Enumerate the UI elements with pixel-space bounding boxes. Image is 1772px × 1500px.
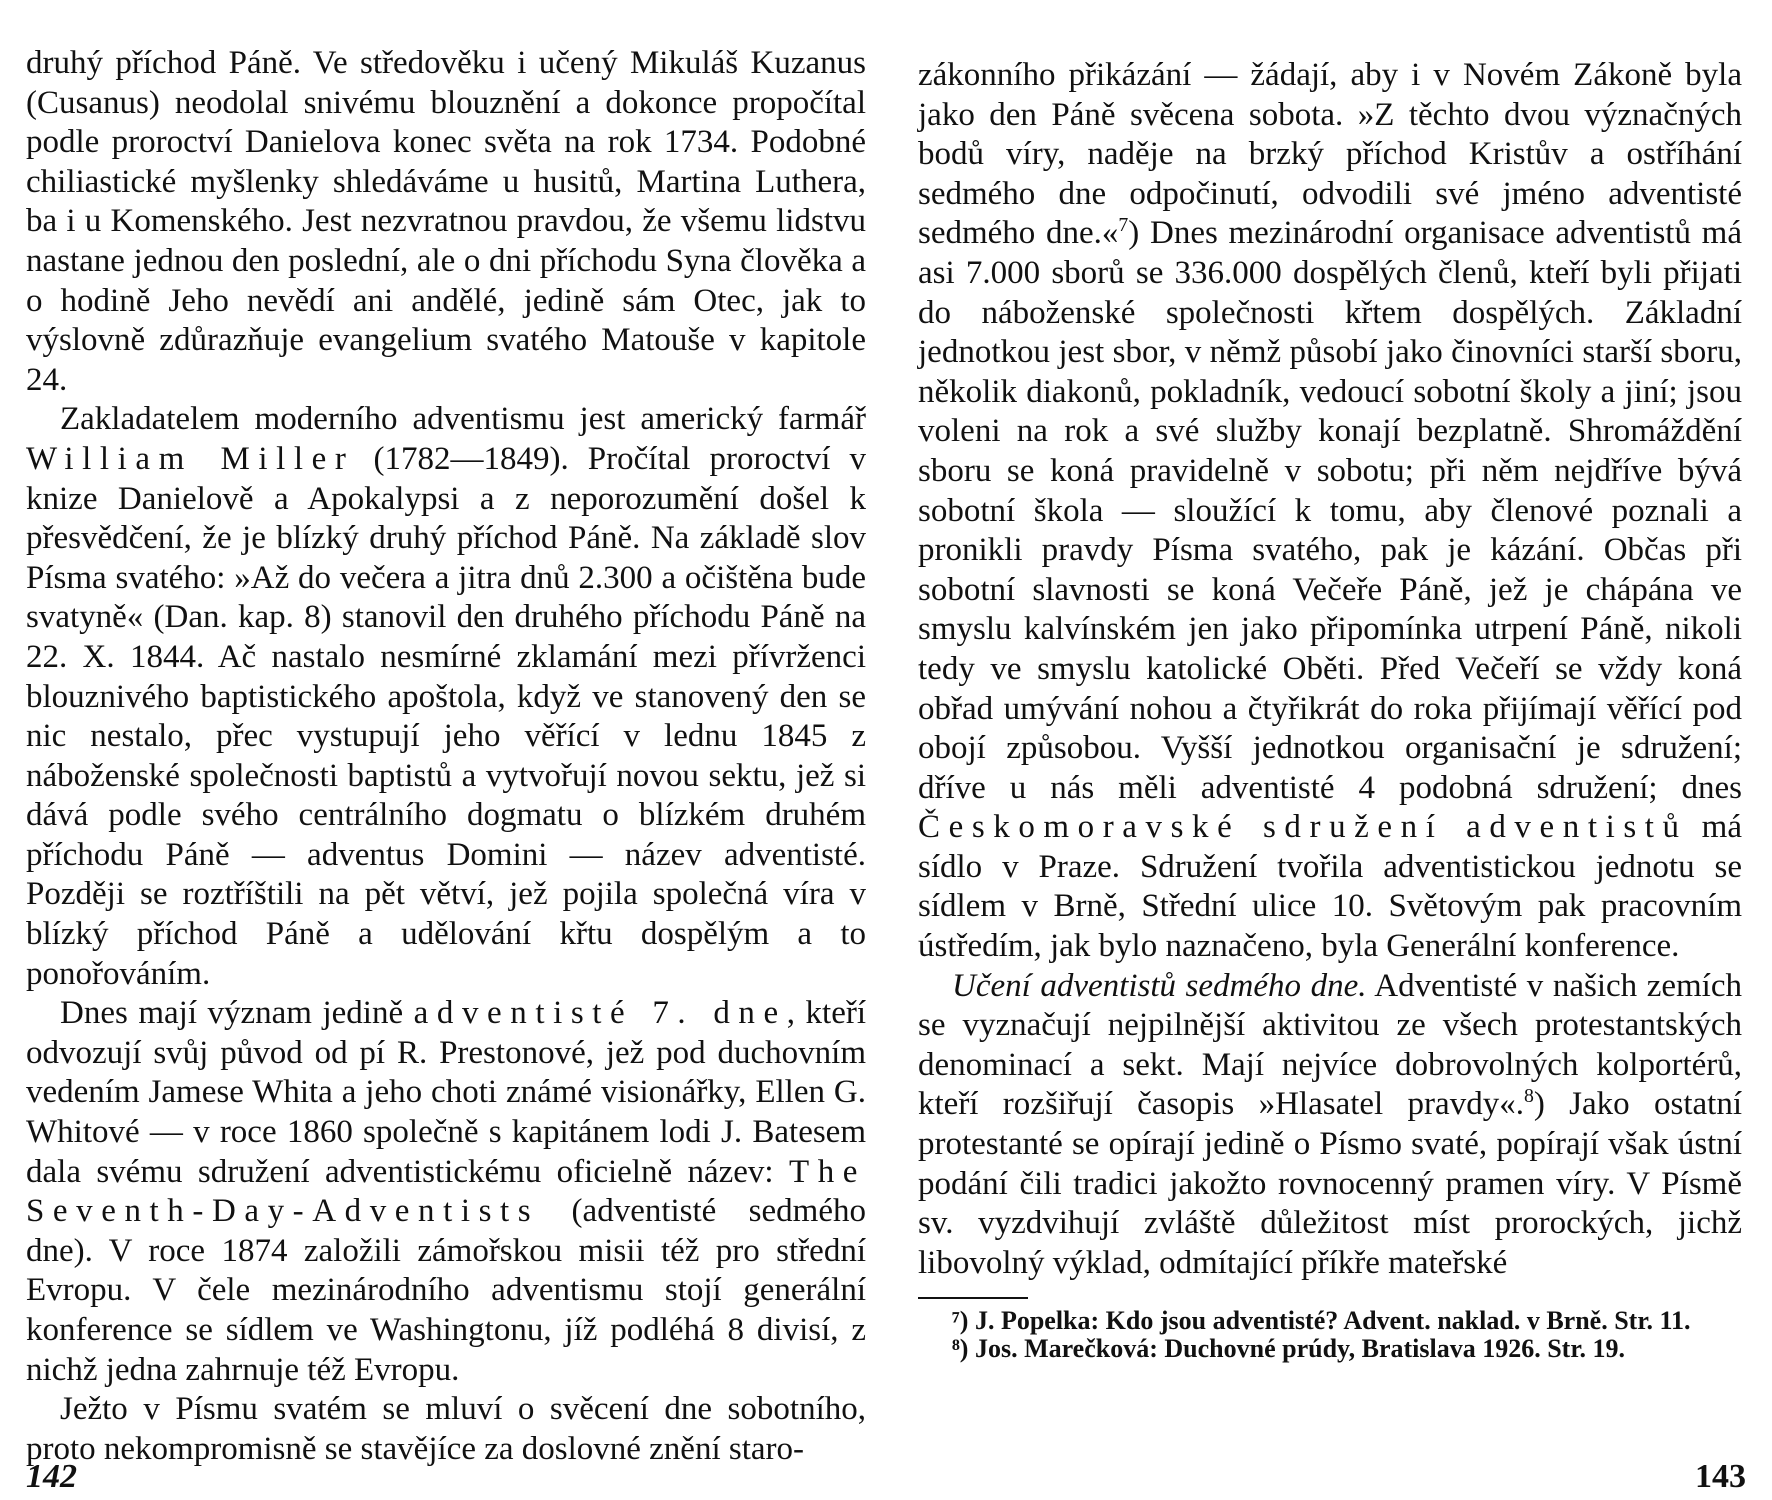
text-run: má sídlo v Praze. Sdružení tvořila adventistickou jednotu se sídlem v Brně, Střední ulice 10. Světovým pak pracovním ústředím, jak bylo naznačeno, byla Generální konference. <box>918 809 1742 965</box>
text-run: (adventisté sedmého dne). V roce 1874 založili zámořskou misii též pro střední Evropu. V čele mezinárodního adventismu stojí generální konference se sídlem ve Washingtonu, jíž podléhá 8 divisí, z nichž jedna zahrnuje též Evropu. <box>26 1193 866 1388</box>
text-run: adventisté 7. dne <box>413 995 787 1032</box>
page-number-left: 142 <box>26 1458 77 1495</box>
text-run: (1782—1849). Pročítal proroctví v knize Danielově a Apokalypsi a z neporozumění došel k přesvědčení, že je blízký druhý příchod Páně. Na základě slov Písma svatého: »Až do večera a jitra dnů 2.300 a očištěna bude svatyně« (Dan. kap. 8) stanovil den druhého příchodu Páně na 22. X. 1844. Ač nastalo nesmírné zklamání mezi přívrženci blouznivého baptistického apoštola, když ve stanovený den se nic nestalo, přec vystupují jeho věřící v lednu 1845 z náboženské společnosti baptistů a vytvořují novou sektu, jež si dává podle svého centrálního dogmatu o blízkém druhém příchodu Páně — adventus Domini — název adventisté. Později se roztříštili na pět větví, jež pojila společná víra v blízký příchod Páně a udělování křtu dospělým a to ponořováním. <box>26 440 866 992</box>
text-run: druhý příchod Páně. Ve středověku i učený Mikuláš Kuzanus (Cusanus) neodolal snivému blouznění a dokonce propočítal podle proroctví Danielova konec světa na rok 1734. Podobné chiliastické myšlenky shledáváme u husitů, Martina Luthera, ba i u Komenského. Jest nezvratnou pravdou, že všemu lidstvu nastane jednou den poslední, ale o dni příchodu Syna člověka a o hodině Jeho nevědí ani andělé, jedině sám Otec, jak to výslovně zdůrazňuje evangelium svatého Matouše v kapitole 24. <box>26 45 866 398</box>
paragraph <box>26 1390 866 1469</box>
paragraph <box>918 56 1742 967</box>
right-page-text <box>918 56 1742 1363</box>
text-run: , kteří odvozují svůj původ od pí R. Prestonové, jež pod duchovním vedením Jamese Whita a jeho choti známé visionářky, Ellen G. Whitové — v roce 1860 společně s kapitánem lodi J. Batesem dala svému sdružení adventistickému oficielně název: <box>26 995 866 1190</box>
paragraph <box>26 400 866 994</box>
text-run: zákonního přikázání — žádají, aby i v Novém Zákoně byla jako den Páně svěcena sobota. »Z těchto dvou význačných bodů víry, naděje na brzký příchod Kristův a ostříhání sedmého dne odpočinutí, odvodili své jméno adventisté sedmého dne.« <box>918 57 1742 252</box>
left-page-text <box>26 44 866 1469</box>
footnote-ref: 7 <box>1118 214 1129 237</box>
text-run: Adventisté v našich zemích se vyznačují nejpilnější aktivitou ze všech protestantských denominací a sekt. Mají nejvíce dobrovolných kolportérů, kteří rozšiřují časopis »Hlasatel pravdy«. <box>918 967 1742 1123</box>
page-number-right: 143 <box>1695 1458 1746 1495</box>
section-heading: Učení adventistů sedmého dne. <box>952 967 1367 1004</box>
text-run: Dnes mají význam jedině <box>60 995 414 1032</box>
paragraph <box>26 44 866 400</box>
paragraph <box>26 994 866 1390</box>
footnote-ref: 8 <box>1523 1085 1534 1108</box>
paragraph <box>918 967 1742 1284</box>
footnote: ⁷) J. Popelka: Kdo jsou adventisté? Advent. naklad. v Brně. Str. 11. <box>952 1306 1691 1336</box>
footnote-divider <box>918 1297 1028 1299</box>
text-run: ) Jako ostatní protestanté se opírají jedině o Písmo svaté, popírají však ústní podání čili tradici jakožto rovnocenný pramen víry. V Písmě sv. vyzdvihují zvláště důležitost míst prorockých, jichž libovolný výklad, odmítající příkře mateřské <box>918 1086 1742 1281</box>
text-run: William Miller <box>26 440 355 477</box>
text-run: Ježto v Písmu svatém se mluví o svěcení dne sobotního, proto nekompromisně se stavějíce za doslovné znění staro- <box>26 1391 866 1467</box>
text-run: The Seventh-Day-Adventists <box>26 1153 866 1230</box>
text-run: Zakladatelem moderního adventismu jest americký farmář <box>60 401 866 438</box>
text-run: Českomoravské sdružení adventistů <box>918 809 1688 846</box>
text-run: ) Dnes mezinárodní organisace adventistů má asi 7.000 sborů se 336.000 dospělých členů, kteří byli přijati do náboženské společnosti křtem dospělých. Základní jednotkou jest sbor, v němž působí jako činovníci starší sboru, několik diakonů, pokladník, vedoucí sobotní školy a jiní; jsou voleni na rok a své služby konají bezplatně. Shromáždění sboru se koná pravidelně v sobotu; při něm nejdříve bývá sobotní škola — sloužící k tomu, aby členové poznali a pronikli pravdy Písma svatého, pak je kázání. Občas při sobotní slavnosti se koná Večeře Páně, jež je chápána ve smyslu kalvínském jen jako připomínka utrpení Páně, nikoli tedy ve smyslu katolické Oběti. Před Večeří se vždy koná obřad umývání nohou a čtyřikrát do roka přijímají věřící pod obojí způsobou. Vyšší jednotkou organisační je sdružení; dříve u nás měli adventisté 4 podobná sdružení; dnes <box>918 215 1742 806</box>
footnote: ⁸) Jos. Marečková: Duchovné prúdy, Bratislava 1926. Str. 19. <box>952 1334 1625 1364</box>
